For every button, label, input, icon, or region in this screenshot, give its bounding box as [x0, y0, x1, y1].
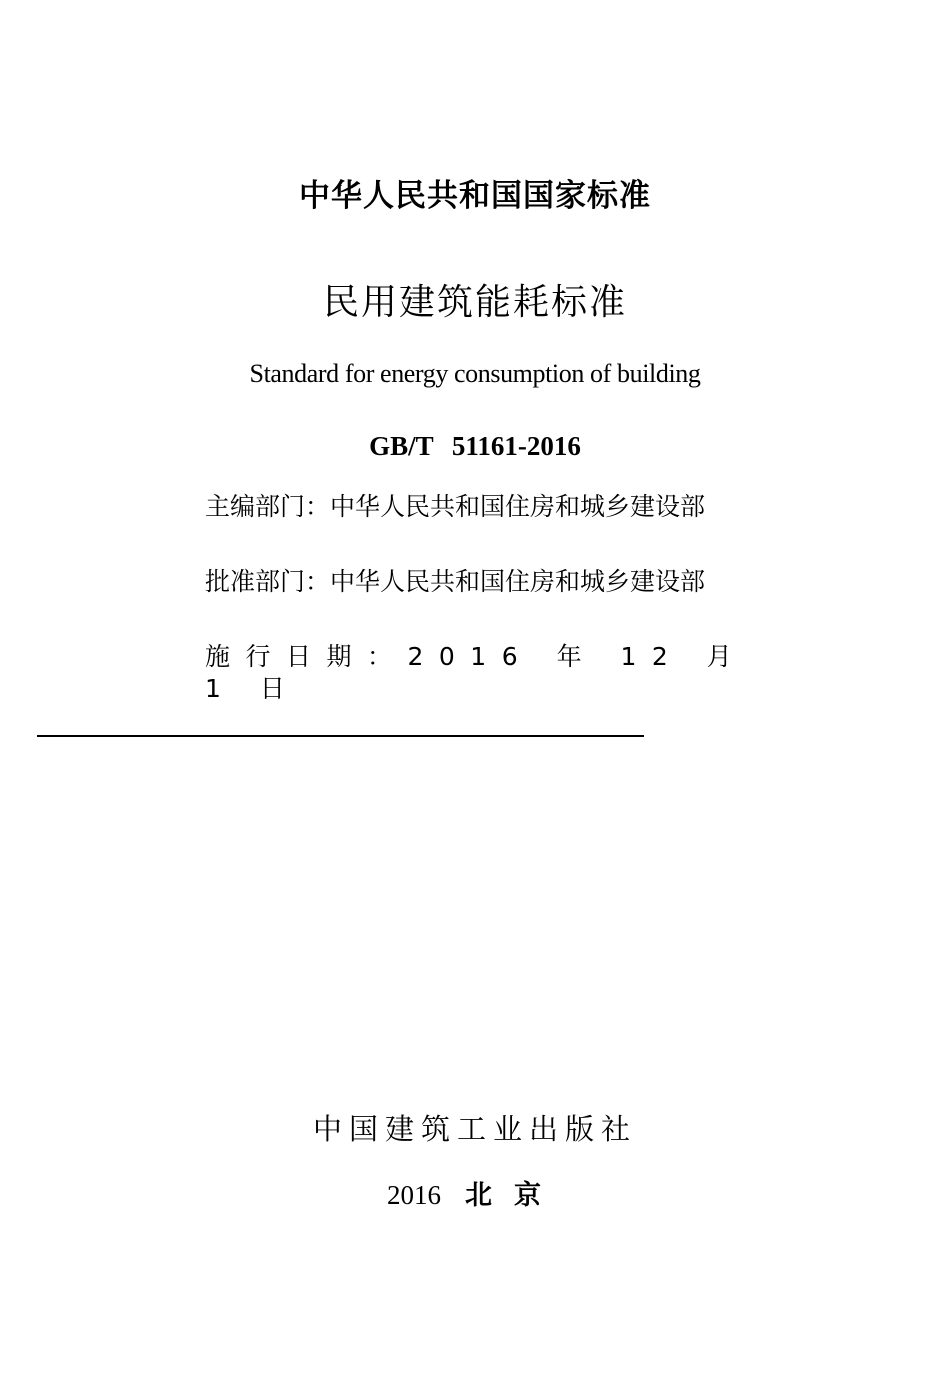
effective-date: 施行日期：2016 年 12 月 1 日 [205, 642, 748, 703]
publication-year: 2016 [387, 1180, 441, 1210]
divider-line [37, 735, 644, 737]
standard-code: GB/T 51161-2016 [369, 431, 581, 461]
chief-editor-department: 主编部门：中华人民共和国住房和城乡建设部 [205, 492, 706, 521]
document-title-english: Standard for energy consumption of building [249, 359, 701, 388]
approving-department: 批准部门：中华人民共和国住房和城乡建设部 [205, 567, 706, 596]
national-standard-heading: 中华人民共和国国家标准 [299, 178, 651, 214]
publication-place-year [0, 1176, 950, 1215]
publisher-name: 中国建筑工业出版社 [312, 1112, 637, 1146]
document-title-chinese: 民用建筑能耗标准 [322, 282, 627, 323]
publication-city: 北京 [465, 1180, 563, 1211]
